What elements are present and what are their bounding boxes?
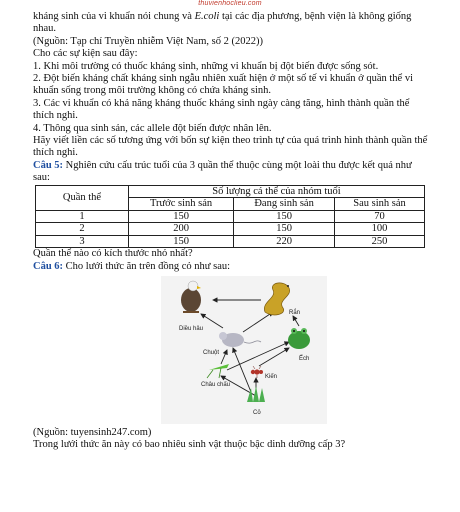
ant-icon [251, 366, 263, 378]
table-cell: 250 [335, 235, 425, 248]
label-grass: Cỏ [253, 410, 261, 416]
label-frog: Ếch [299, 356, 310, 362]
age-structure-table [35, 185, 425, 249]
grasshopper-icon [207, 364, 229, 378]
arrow-grass-hopper-to-mouse [221, 350, 227, 364]
document-page [33, 11, 428, 452]
label-grasshopper: Châu chấu [201, 382, 231, 388]
question-5-text: Nghiên cứu cấu trúc tuổi của 3 quần thể thuộc cùng một loài thu được kết quả như sau: [33, 159, 412, 184]
intro-text: kháng sinh của vi khuẩn nói chung và [33, 11, 195, 22]
events-intro: Cho các sự kiện sau đây: [33, 48, 138, 60]
event-3: 3. Các vi khuẩn có khả năng kháng thuốc kháng sinh ngày càng tăng, hình thành quần thể thích nghi. [33, 97, 410, 122]
snake-icon [264, 283, 289, 315]
arrow-grass-to-mouse [233, 348, 251, 392]
table-cell: 150 [234, 223, 335, 236]
table-cell: 220 [234, 235, 335, 248]
table-cell: 200 [129, 223, 234, 236]
table-cell: 150 [234, 210, 335, 223]
hawk-icon [181, 281, 201, 312]
source-citation-1: (Nguồn: Tạp chí Truyền nhiễm Việt Nam, số 2 (2022)) [33, 35, 263, 47]
table-cell: 100 [335, 223, 425, 236]
source-citation-2: (Nguồn: tuyensinh247.com) [33, 427, 152, 438]
mouse-icon [219, 332, 261, 347]
subheader-pre: Trước sinh sản [129, 198, 234, 211]
event-2: 2. Đột biến kháng chất kháng sinh ngẫu nhiên xuất hiện ở một số tế vi khuẩn ở quần thể vi khuẩn sống trong môi trường không có chứa kháng sinh. [33, 73, 413, 97]
subheader-during: Đang sinh sản [234, 198, 335, 211]
question-6-label: Câu 6: [33, 260, 64, 272]
table-cell: 1 [36, 210, 129, 223]
table-cell: 150 [129, 210, 234, 223]
arrow-mouse-to-snake [243, 312, 273, 332]
question-6 [33, 261, 428, 273]
header-age-group: Số lượng cá thể của nhóm tuổi [129, 185, 425, 198]
arrow-frog-to-snake [293, 316, 299, 326]
watermark: thuvienhoclieu.com [198, 0, 262, 7]
header-population: Quần thể [36, 185, 129, 210]
intro-paragraph [33, 11, 428, 36]
ecoli-term: E.coli [194, 11, 220, 22]
question-5 [33, 160, 428, 185]
table-cell: 70 [335, 210, 425, 223]
label-hawk: Diều hâu [179, 326, 204, 332]
event-1: 1. Khi môi trường có thuốc kháng sinh, những vi khuẩn bị đột biến được sống sót. [33, 60, 379, 72]
table-row [36, 235, 425, 248]
subheader-post: Sau sinh sản [335, 198, 425, 211]
food-web-diagram [161, 276, 327, 424]
intro-text-end: tại các địa phương, bệnh viện là không giống nhau. [33, 11, 412, 35]
question-5-label: Câu 5: [33, 159, 64, 171]
events-task: Hãy viết liền các số tương ứng với bốn sự kiện theo trình tự của quá trình hình thành quần thể thích nghi. [33, 135, 428, 159]
table-cell: 3 [36, 235, 129, 248]
label-snake: Rắn [289, 310, 301, 316]
arrow-ant-to-frog [259, 348, 289, 366]
table-row [36, 210, 425, 223]
table-cell: 150 [129, 235, 234, 248]
event-4: 4. Thông qua sinh sản, các allele đột biến được nhân lên. [33, 122, 272, 134]
question-6-text: Cho lưới thức ăn trên đồng cỏ như sau: [63, 260, 231, 272]
label-ant: Kiến [265, 374, 278, 380]
question-5-prompt: Quần thể nào có kích thước nhỏ nhất? [33, 248, 193, 260]
food-web-figure [161, 276, 327, 424]
label-mouse: Chuột [203, 350, 220, 356]
question-6-prompt: Trong lưới thức ăn này có bao nhiêu sinh vật thuộc bậc dinh dưỡng cấp 3? [33, 439, 346, 451]
frog-icon [288, 328, 310, 349]
table-row [36, 223, 425, 236]
table-cell: 2 [36, 223, 129, 236]
arrow-mouse-to-hawk [201, 314, 223, 328]
